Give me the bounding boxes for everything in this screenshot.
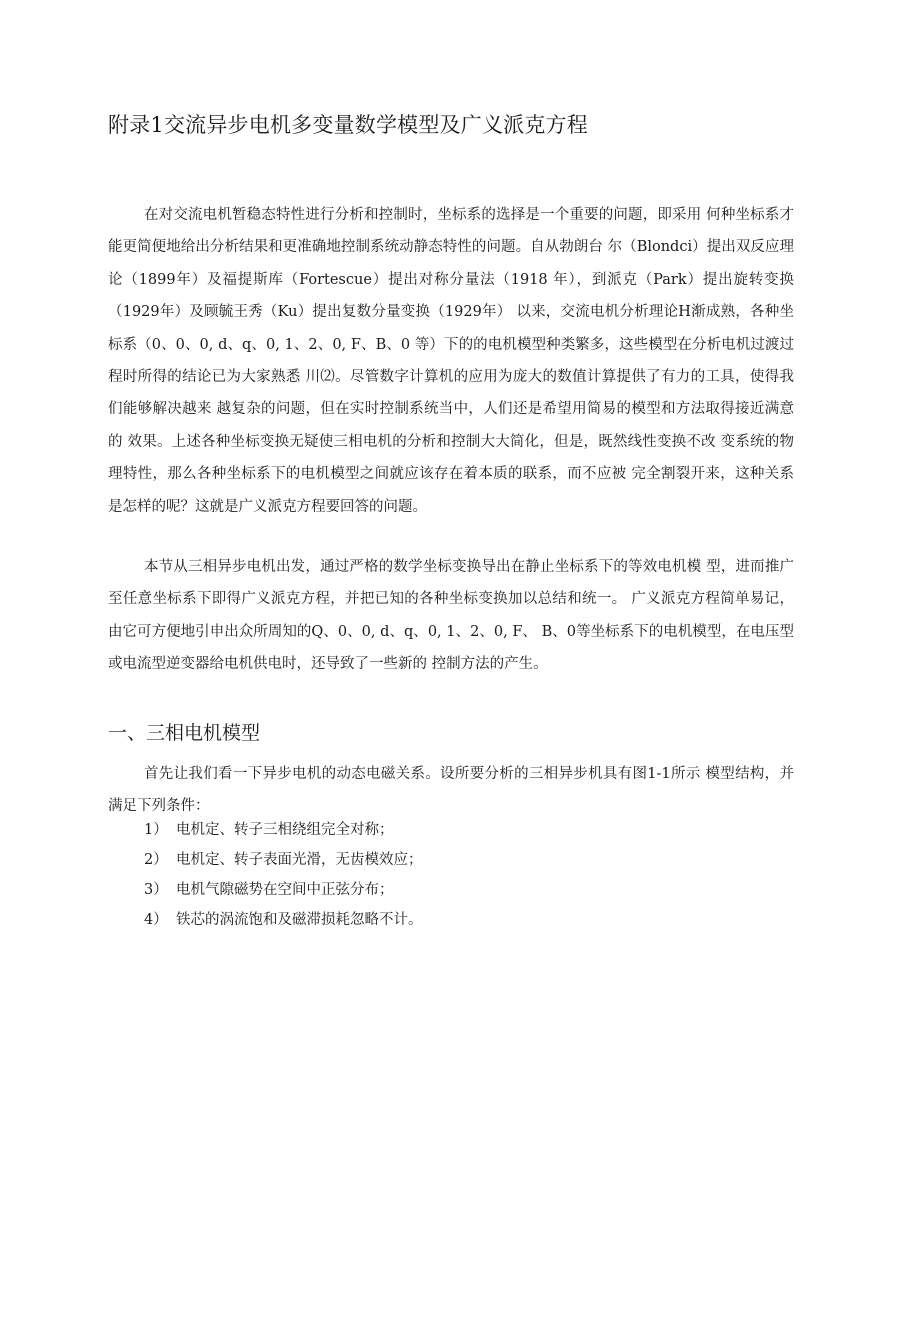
list-item [144, 815, 423, 845]
list-item [144, 875, 423, 905]
list-item-number: 2） [144, 852, 168, 868]
list-item-number: 4） [144, 912, 168, 928]
list-item [144, 845, 423, 875]
assumptions-list [144, 815, 423, 935]
document-title: 附录1交流异步电机多变量数学模型及广义派克方程 [108, 113, 588, 137]
body-paragraph-coordinate-systems: 在对交流电机暂稳态特性进行分析和控制时，坐标系的选择是一个重要的问题，即采用 何种坐标系才能更简便地给出分析结果和更准确地控制系统动静态特性的问题。自从勃朗台 尔（Blondci）提出双反应理论（1899年）及福提斯库（Fortescue）提出对称分量法（1918 年），到派克（Park）提出旋转变换（1929年）及顾毓王秀（Ku）提出复数分量变换（1929年） 以来，交流电机分析理论H渐成熟，各种坐标系（0、0、0, d、q、0, 1、2、0, F、B、0 等）下的的电机模型种类繁多，这些模型在分析电机过渡过程时所得的结论已为大家熟悉 川⑵。尽管数字计算机的应用为庞大的数值计算提供了有力的工具，使得我们能够解决越来 越复杂的问题，但在实时控制系统当中，人们还是希望用简易的模型和方法取得接近满意的 效果。上述各种坐标变换无疑使三相电机的分析和控制大大简化，但是，既然线性变换不改 变系统的物理特性，那么各种坐标系下的电机模型之间就应该存在着本质的联系，而不应被 完全割裂开来，这种关系是怎样的呢？这就是广义派克方程要回答的问题。 [108, 207, 794, 515]
list-item [144, 905, 423, 935]
list-item-text: 电机定、转子三相绕组完全对称； [176, 822, 394, 838]
list-item-text: 电机定、转子表面光滑，无齿模效应； [176, 852, 423, 868]
list-item-number: 1） [144, 822, 168, 838]
section-heading: 一、三相电机模型 [108, 722, 261, 744]
section-intro-paragraph: 首先让我们看一下异步电机的动态电磁关系。设所要分析的三相异步机具有图1-1所示 模型结构，并满足下列条件： [108, 766, 794, 815]
list-item-text: 铁芯的涡流饱和及磁滞损耗忽略不计。 [176, 912, 423, 928]
list-item-number: 3） [144, 882, 168, 898]
body-paragraph-section-overview: 本节从三相异步电机出发，通过严格的数学坐标变换导出在静止坐标系下的等效电机模 型，进而推广至任意坐标系下即得广义派克方程，并把已知的各种坐标变换加以总结和统一。 广义派克方程简单易记，由它可方便地引申出众所周知的Q、0、0, d、q、0, 1、2、0, F、 B、0等坐标系下的电机模型，在电压型或电流型逆变器给电机供电时，还导致了一些新的 控制方法的产生。 [108, 559, 794, 673]
list-item-text: 电机气隙磁势在空间中正弦分布； [176, 882, 394, 898]
